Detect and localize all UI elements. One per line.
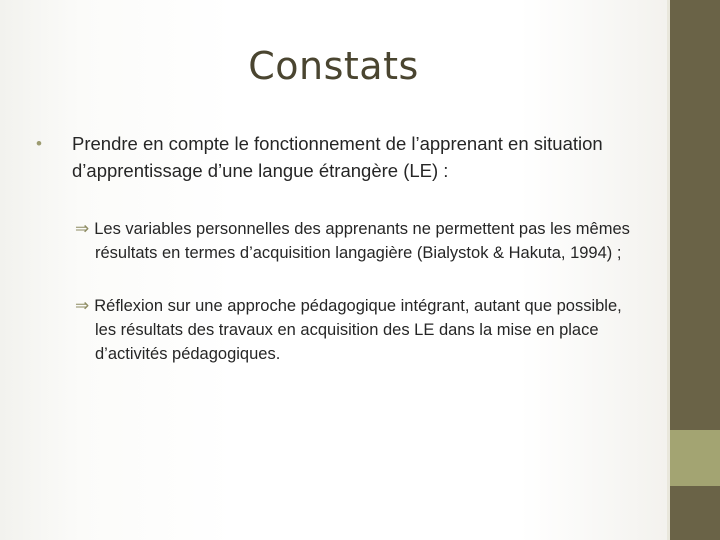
sub-bullet-item [36,217,636,265]
sidebar-accent-block [667,430,720,486]
double-arrow-right-icon: ⇒ [75,219,90,238]
sub-bullet-item [36,294,636,366]
slide-content [36,130,636,383]
sidebar-bottom-block [667,486,720,540]
bullet-text: Prendre en compte le fonctionnement de l’apprenant en situation d’apprentissage d’une langue étrangère (LE) : [72,133,603,181]
bullet-item [36,130,636,184]
slide-title: Constats [248,44,419,88]
sub-bullet-text: Les variables personnelles des apprenants ne permettent pas les mêmes résultats en termes d’acquisition langagière (Bialystok & Hakuta, 1994) ; [94,220,630,262]
bullet-dot-icon: • [36,134,42,153]
sub-bullet-text: Réflexion sur une approche pédagogique intégrant, autant que possible, les résultats des travaux en acquisition des LE dans la mise en place d’activités pédagogiques. [94,297,622,363]
sidebar-divider [667,0,670,540]
decorative-sidebar [667,0,720,540]
sidebar-top-block [667,0,720,430]
double-arrow-right-icon: ⇒ [75,296,90,315]
